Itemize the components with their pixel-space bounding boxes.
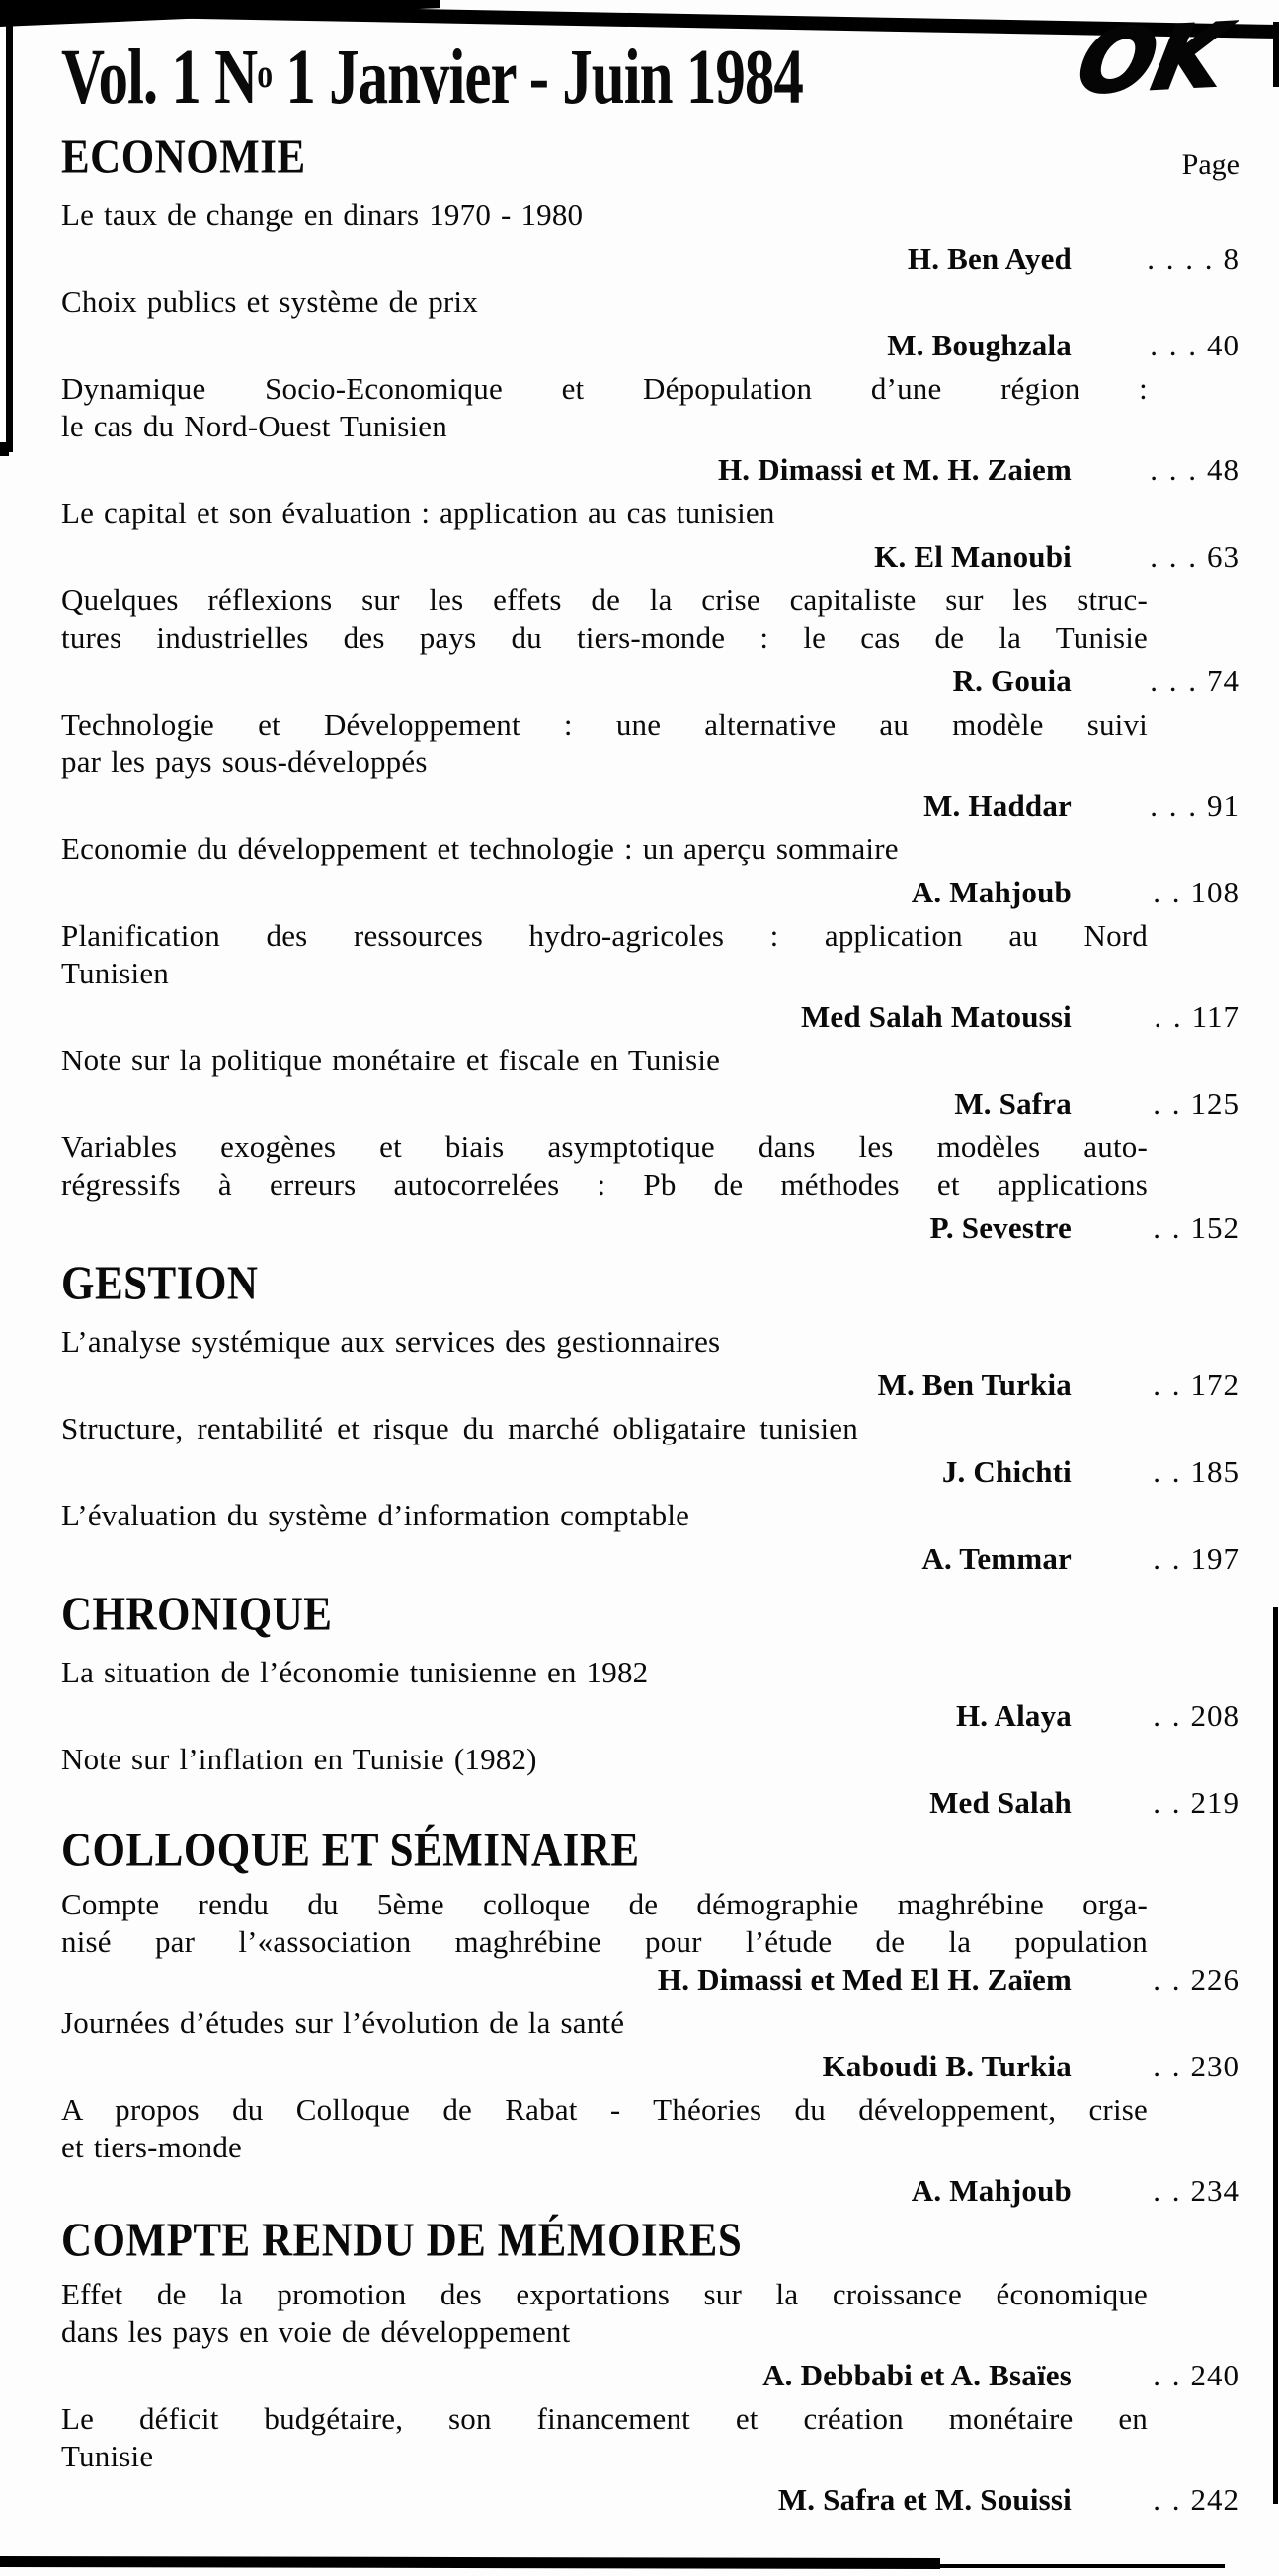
toc-entry-title-line: Compte rendu du 5ème colloque de démographie maghrébine orga- [61, 1887, 1148, 1921]
toc-entry [61, 1042, 1239, 1123]
toc-entry-title-line: par les pays sous-développés [61, 744, 428, 779]
page-number: 40 [1207, 328, 1239, 362]
toc-entry [61, 1741, 1239, 1822]
toc-entry-author: J. Chichti [941, 1454, 1072, 1489]
ok-handwritten-mark [1065, 5, 1238, 115]
toc-entry-title-line: Tunisie [61, 2439, 154, 2473]
page-number: 74 [1207, 664, 1239, 698]
toc-entry [61, 283, 1239, 364]
dot-leader: . . [1153, 1210, 1182, 1245]
dot-leader: . . . . [1147, 241, 1215, 275]
toc-entry [61, 2004, 1239, 2085]
toc-entry-author: M. Safra et M. Souissi [777, 2482, 1072, 2517]
dot-leader: . . [1153, 2049, 1182, 2083]
right-border-tick [1273, 22, 1279, 87]
page-number: 208 [1190, 1698, 1239, 1733]
toc-entry-title-line: et tiers-monde [61, 2130, 242, 2164]
svg-text:OK: OK [1070, 5, 1234, 115]
toc-entry-title-line: Note sur l’inflation en Tunisie (1982) [61, 1742, 537, 1776]
section-colloque-et-seminaire [61, 1824, 1239, 2210]
toc-entry-title-line: Le capital et son évaluation : application au cas tunisien [61, 496, 775, 530]
toc-entry-author: Kaboudi B. Turkia [822, 2049, 1072, 2083]
toc-entry-title-line: La situation de l’économie tunisienne en 1982 [61, 1655, 649, 1689]
dot-leader: . . [1153, 2482, 1182, 2517]
dot-leader: . . [1153, 875, 1182, 909]
page-number: 226 [1190, 1962, 1239, 1996]
toc-entry-author: H. Dimassi et M. H. Zaiem [717, 452, 1072, 487]
toc-entry-author: A. Debbabi et A. Bsaïes [762, 2358, 1072, 2392]
toc-entry [61, 370, 1239, 489]
page-number: 48 [1207, 452, 1239, 487]
toc-content [61, 5, 1239, 2525]
dot-leader: . . [1153, 2173, 1182, 2208]
toc-entry-author: A. Temmar [921, 1541, 1072, 1576]
dot-leader: . . [1153, 1454, 1182, 1489]
section-heading-economie: ECONOMIE [61, 130, 306, 184]
toc-entry [61, 582, 1239, 700]
left-border-dash [0, 442, 9, 456]
toc-entry-author: M. Safra [954, 1086, 1072, 1121]
dot-leader: . . . [1150, 788, 1198, 822]
toc-entry-title-line: nisé par l’«association maghrébine pour l’étude de la population [61, 1924, 1148, 1959]
bottom-border-line [0, 2556, 940, 2569]
dot-leader: . . [1153, 1698, 1182, 1733]
page-number: 230 [1190, 2049, 1239, 2083]
issue-title [61, 34, 1239, 123]
page-number: 108 [1190, 875, 1239, 909]
toc-entry [61, 1886, 1239, 1998]
toc-entry [61, 1654, 1239, 1735]
toc-entry-title-line: dans les pays en voie de développement [61, 2314, 571, 2349]
section-chronique [61, 1588, 1239, 1822]
toc-entry [61, 2091, 1239, 2210]
section-heading-colloque: COLLOQUE ET SÉMINAIRE [61, 1824, 640, 1877]
toc-entry-author: A. Mahjoub [911, 2173, 1072, 2208]
right-border-line [1273, 1607, 1278, 2504]
toc-entry-title-line: L’analyse systémique aux services des gestionnaires [61, 1324, 721, 1359]
dot-leader: . . [1153, 1367, 1182, 1402]
page-number: 125 [1190, 1086, 1239, 1121]
toc-entry-author: M. Haddar [923, 788, 1072, 822]
toc-entry-title-line: Planification des ressources hydro-agricoles : application au Nord [61, 918, 1148, 953]
page-number: 242 [1190, 2482, 1239, 2517]
toc-entry-title-line: Economie du développement et technologie : un aperçu sommaire [61, 831, 899, 866]
section-compte-rendu-de-memoires [61, 2214, 1239, 2519]
toc-entry-author: H. Ben Ayed [907, 241, 1072, 275]
toc-entry-title-line: Choix publics et système de prix [61, 284, 478, 319]
page-column-label: Page [1181, 148, 1239, 181]
toc-entry-title-line: Dynamique Socio-Economique et Dépopulation d’une région : [61, 371, 1148, 406]
toc-entry-title-line: Technologie et Développement : une alternative au modèle suivi [61, 707, 1148, 742]
bottom-border-line-thin [928, 2564, 1225, 2568]
dot-leader: . . . [1150, 328, 1198, 362]
section-gestion [61, 1257, 1239, 1578]
toc-entry [61, 1497, 1239, 1578]
toc-entry [61, 2400, 1239, 2519]
section-heading-compte-rendu: COMPTE RENDU DE MÉMOIRES [61, 2214, 743, 2267]
toc-entry-title-line: Quelques réflexions sur les effets de la crise capitaliste sur les struc- [61, 583, 1148, 617]
toc-entry [61, 1323, 1239, 1404]
dot-leader: . . [1153, 2358, 1182, 2392]
toc-entry [61, 706, 1239, 824]
toc-entry-title-line: le cas du Nord-Ouest Tunisien [61, 409, 447, 443]
page-number: 185 [1190, 1454, 1239, 1489]
page-number: 197 [1190, 1541, 1239, 1576]
issue-title-row [61, 5, 1239, 121]
toc-entry-author: M. Boughzala [887, 328, 1072, 362]
page-number: 63 [1207, 539, 1239, 574]
toc-entry [61, 196, 1239, 277]
section-economie [61, 130, 1239, 1247]
toc-entry-author: M. Ben Turkia [877, 1367, 1072, 1402]
dot-leader: . . . [1150, 539, 1198, 574]
toc-entry [61, 1410, 1239, 1491]
page-number: 172 [1190, 1367, 1239, 1402]
page-number: 152 [1190, 1210, 1239, 1245]
toc-entry-title-line: Tunisien [61, 956, 169, 990]
issue-title-sup: o [257, 50, 273, 96]
page-number: 91 [1207, 788, 1239, 822]
toc-entry [61, 495, 1239, 576]
toc-entry-author: P. Sevestre [929, 1210, 1072, 1245]
toc-entry-author: Med Salah [929, 1785, 1072, 1820]
toc-entry-title-line: Note sur la politique monétaire et fiscale en Tunisie [61, 1043, 721, 1077]
toc-entry [61, 830, 1239, 911]
toc-entry-title-line: Variables exogènes et biais asymptotique dans les modèles auto- [61, 1130, 1148, 1164]
toc-entry [61, 2276, 1239, 2394]
toc-entry-author: H. Alaya [955, 1698, 1072, 1733]
dot-leader: . . . [1150, 664, 1198, 698]
toc-entry-title-line: Le taux de change en dinars 1970 - 1980 [61, 197, 584, 232]
dot-leader: . . [1154, 999, 1183, 1034]
page-number: 8 [1223, 241, 1239, 275]
page-number: 240 [1190, 2358, 1239, 2392]
toc-entry-title-line: L’évaluation du système d’information comptable [61, 1498, 690, 1532]
toc-entry-title-line: A propos du Colloque de Rabat - Théories du développement, crise [61, 2092, 1148, 2127]
dot-leader: . . [1153, 1541, 1182, 1576]
toc-entry-author: K. El Manoubi [874, 539, 1072, 574]
dot-leader: . . . [1150, 452, 1198, 487]
page-number: 219 [1190, 1785, 1239, 1820]
dot-leader: . . [1153, 1086, 1182, 1121]
toc-entry-author: H. Dimassi et Med El H. Zaïem [657, 1962, 1072, 1996]
toc-entry-title-line: Le déficit budgétaire, son financement et création monétaire en [61, 2401, 1148, 2436]
toc-entry [61, 1129, 1239, 1247]
dot-leader: . . [1153, 1962, 1182, 1996]
section-heading-gestion: GESTION [61, 1257, 259, 1310]
toc-entry-author: Med Salah Matoussi [800, 999, 1072, 1034]
page-number: 117 [1191, 999, 1239, 1034]
issue-title-suffix: 1 Janvier - Juin 1984 [272, 35, 803, 121]
toc-entry-title-line: Journées d’études sur l’évolution de la santé [61, 2005, 625, 2040]
toc-entry-title-line: régressifs à erreurs autocorrelées : Pb de méthodes et applications [61, 1167, 1148, 1202]
toc-entry-title-line: tures industrielles des pays du tiers-monde : le cas de la Tunisie [61, 620, 1148, 655]
toc-entry-title-line: Effet de la promotion des exportations sur la croissance économique [61, 2277, 1148, 2311]
toc-entry-author: A. Mahjoub [911, 875, 1072, 909]
toc-entry-title-line: Structure, rentabilité et risque du marché obligataire tunisien [61, 1411, 858, 1445]
dot-leader: . . [1153, 1785, 1182, 1820]
section-heading-chronique: CHRONIQUE [61, 1588, 333, 1641]
page-number: 234 [1190, 2173, 1239, 2208]
left-border-line [6, 18, 13, 452]
issue-title-prefix: Vol. 1 N [61, 35, 258, 121]
toc-entry-author: R. Gouia [952, 664, 1072, 698]
toc-entry [61, 917, 1239, 1036]
